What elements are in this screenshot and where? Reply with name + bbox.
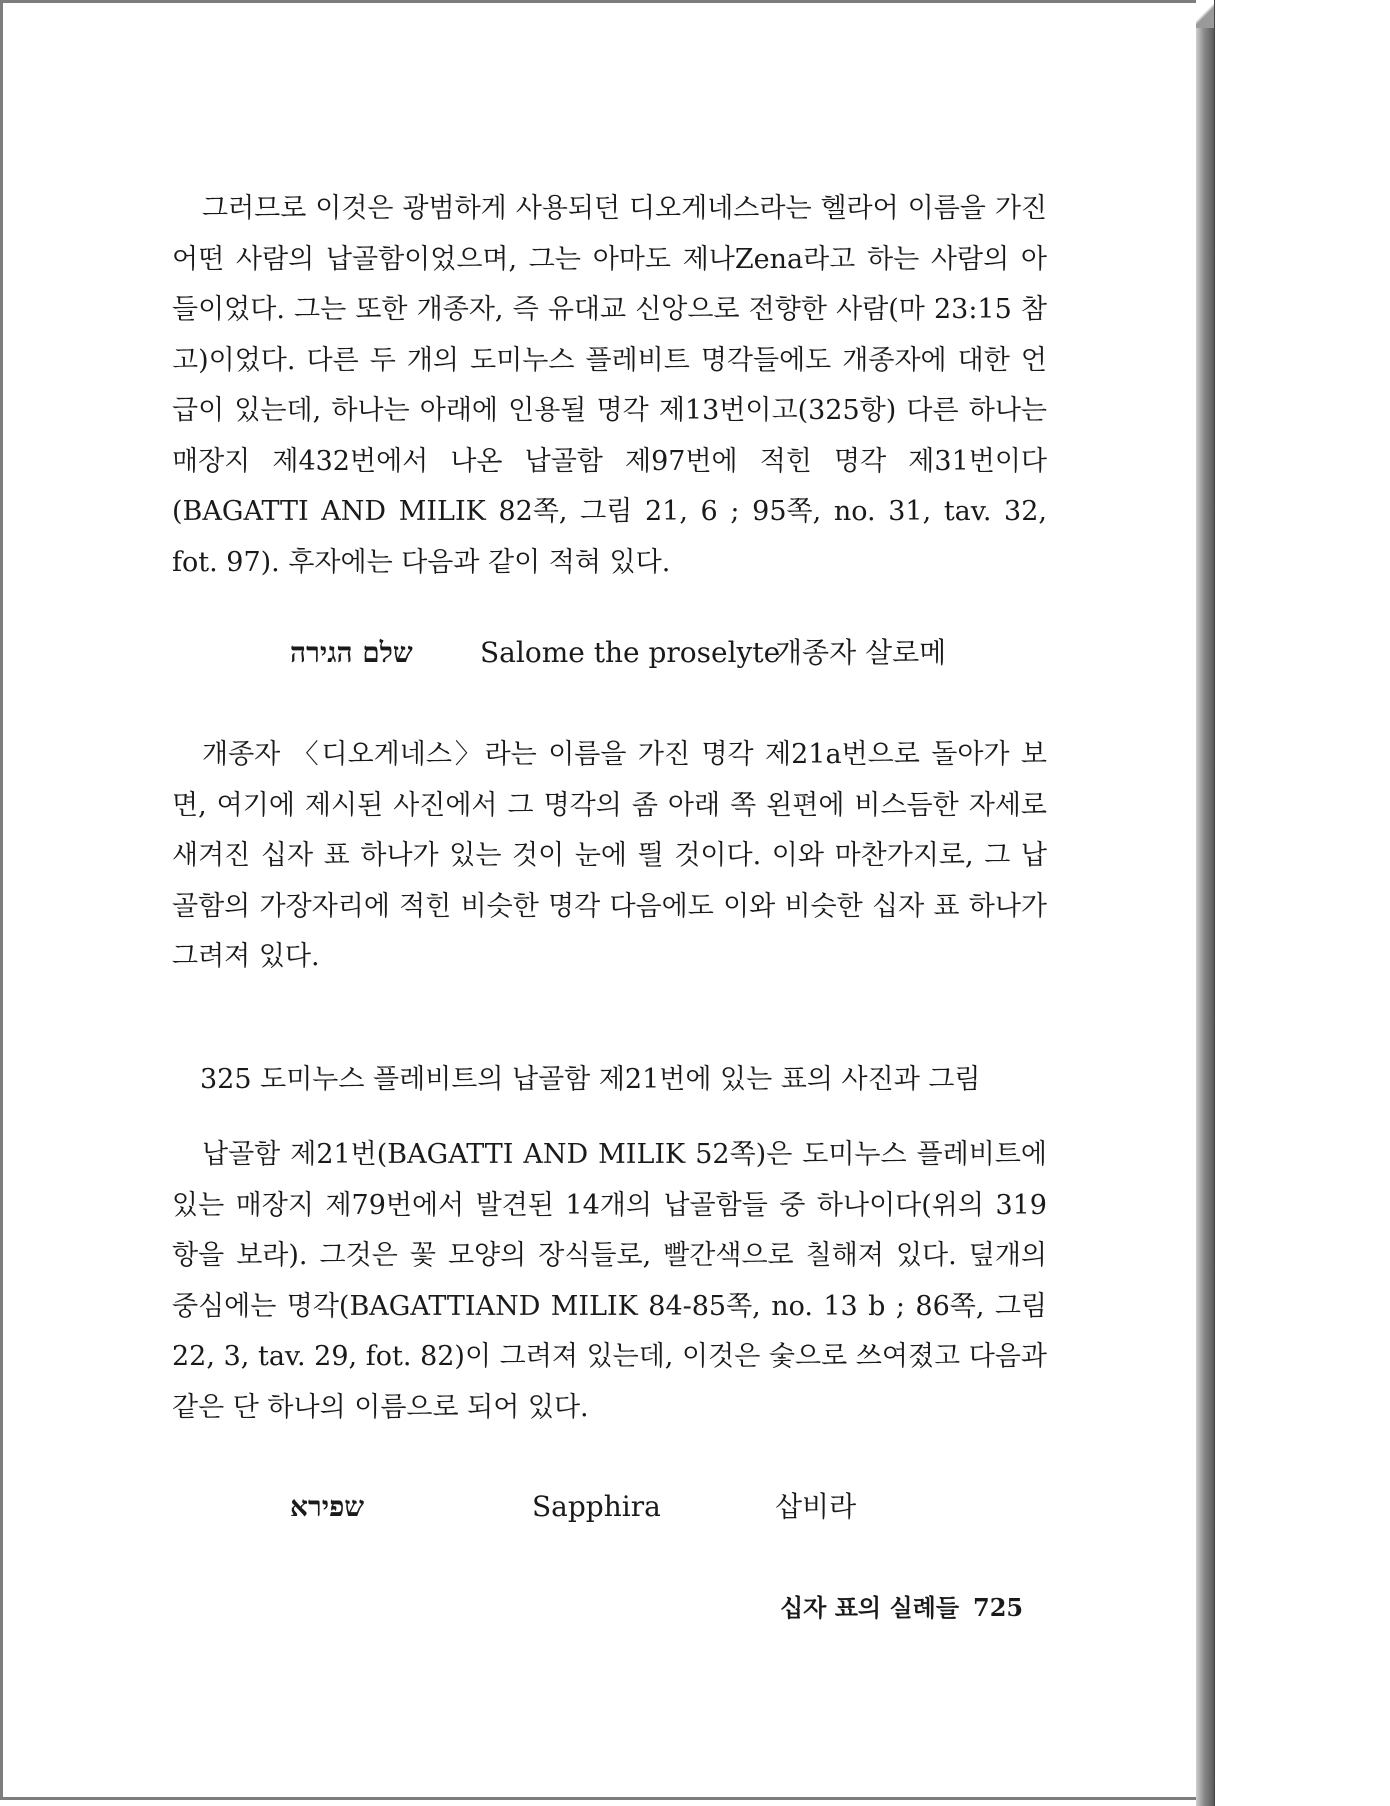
page-number: 725 (973, 1593, 1024, 1622)
section-heading: 325 도미누스 플레비트의 납골함 제21번에 있는 표의 사진과 그림 (200, 1064, 981, 1095)
page-corner (1196, 0, 1214, 28)
paragraph-text: 그러므로 이것은 광범하게 사용되던 디오게네스라는 헬라어 이름을 가진 어떤 사람의 납골함이었으며, 그는 아마도 제나Zena라고 하는 사람의 아들이었다. 그는 또한 개종자, 즉 유대교 신앙으로 전향한 사람(마 23:15 참고)이었다. 다른 두 개의 도미누스 플레비트 명각들에도 개종자에 대한 언급이 있는데, 하나는 아래에 인용될 명각 제13번이고(325항) 다른 하나는 매장지 제432번에서 나온 납골함 제97번에 적힌 명각 제31번이다(BAGATTI AND MILIK 82쪽, 그림 21, 6 ; 95쪽, no. 31, tav. 32, fot. 97). 후자에는 다음과 같이 적혀 있다. (172, 193, 1047, 578)
footer-title: 십자 표의 실례들 (780, 1593, 959, 1622)
body-paragraph-2 (172, 730, 1047, 983)
inscription-english: Sapphira (532, 1490, 661, 1523)
inscription-korean: 삽비라 (775, 1490, 857, 1523)
body-paragraph-3 (172, 1130, 1047, 1433)
inscription-korean: 개종자 살로메 (775, 636, 947, 669)
running-footer (780, 1588, 1060, 1628)
inscription-sapphira (290, 1482, 990, 1532)
inscription-hebrew: שפירא (290, 1490, 365, 1523)
paragraph-text: 납골함 제21번(BAGATTI AND MILIK 52쪽)은 도미누스 플레비트에 있는 매장지 제79번에서 발견된 14개의 납골함들 중 하나이다(위의 319항을 보라). 그것은 꽃 모양의 장식들로, 빨간색으로 칠해져 있다. 덮개의 중심에는 명각(BAGATTIAND MILIK 84-85쪽, no. 13 b ; 86쪽, 그림 22, 3, tav. 29, fot. 82)이 그려져 있는데, 이것은 숯으로 쓰여졌고 다음과 같은 단 하나의 이름으로 되어 있다. (172, 1139, 1047, 1423)
background-margin (1215, 0, 1390, 1806)
body-paragraph-1 (172, 184, 1047, 588)
inscription-salome (290, 628, 990, 678)
inscription-english: Salome the proselyte (480, 636, 781, 669)
inscription-hebrew: שלם הגירה (290, 636, 413, 669)
paragraph-text: 개종자 〈디오게네스〉라는 이름을 가진 명각 제21a번으로 돌아가 보면, 여기에 제시된 사진에서 그 명각의 좀 아래 쪽 왼편에 비스듬한 자세로 새겨진 십자 표 하나가 있는 것이 눈에 띌 것이다. 이와 마찬가지로, 그 납골함의 가장자리에 적힌 비슷한 명각 다음에도 이와 비슷한 십자 표 하나가 그려져 있다. (172, 739, 1047, 972)
page-edge-shadow (1196, 0, 1215, 1806)
